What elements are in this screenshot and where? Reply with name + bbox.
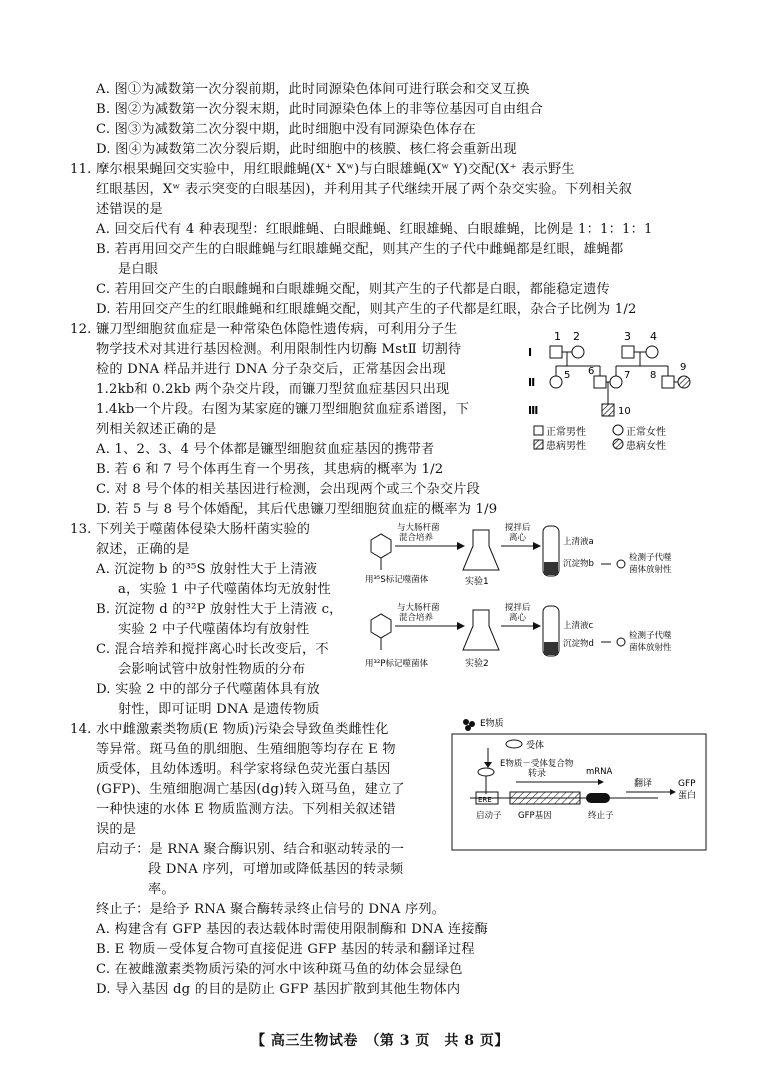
text-line: 质受体，且幼体透明。科学家将绿色荧光蛋白基因 <box>96 762 391 777</box>
text-line: 叙述，正确的是 <box>96 542 190 557</box>
svg-text:9: 9 <box>680 362 687 373</box>
legend-normal-male: 正常男性 <box>546 427 586 438</box>
text-line: 误的是 <box>96 822 137 837</box>
text-line: D. 图④为减数第二次分裂后期，此时细胞中的核膜、核仁将会重新出现 <box>96 142 517 157</box>
svg-text:10: 10 <box>618 406 631 417</box>
svg-text:搅拌后: 搅拌后 <box>505 523 531 533</box>
svg-text:1: 1 <box>554 330 561 343</box>
phage-experiment-diagram <box>365 520 695 680</box>
text-line: C. 若用回交产生的白眼雌蝇和白眼雄蝇交配，则其产生的子代都是白眼，都能稳定遗传 <box>96 282 610 297</box>
text-line: B. 沉淀物 d 的³²P 放射性大于上清液 c， <box>96 602 343 617</box>
text-line: A. 构建含有 GFP 基因的表达载体时需使用限制酶和 DNA 连接酶 <box>96 922 488 937</box>
svg-text:5: 5 <box>564 370 571 381</box>
svg-text:E物质－受体复合物: E物质－受体复合物 <box>500 759 574 769</box>
text-line: (GFP)、生殖细胞凋亡基因(dg)转入斑马鱼，建立了 <box>96 782 405 797</box>
gen-1-label: Ⅰ <box>528 346 533 359</box>
svg-text:离心: 离心 <box>509 533 527 543</box>
svg-text:受体: 受体 <box>526 741 545 751</box>
svg-text:上清液a: 上清液a <box>563 537 594 547</box>
text-line: 一种快速的水体 E 物质监测方法。下列相关叙述错 <box>96 802 396 817</box>
text-line: 1.4kb一个片段。右图为某家庭的镰刀型细胞贫血症系谱图，下 <box>96 402 470 417</box>
text-line: 段 DNA 序列，可增加或降低基因的转录频 <box>148 862 404 877</box>
svg-text:混合培养: 混合培养 <box>399 613 434 623</box>
text-line: A. 1、2、3、4 号个体都是镰型细胞贫血症基因的携带者 <box>96 442 435 457</box>
svg-text:E物质: E物质 <box>480 719 504 729</box>
text-line: D. 实验 2 中的部分子代噬菌体具有放 <box>96 682 320 697</box>
svg-text:实验1: 实验1 <box>465 577 489 587</box>
svg-text:6: 6 <box>588 366 595 377</box>
text-line: D. 导入基因 dg 的目的是防止 GFP 基因扩散到其他生物体内 <box>96 982 461 997</box>
text-line: 检的 DNA 样品并进行 DNA 分子杂交后，正常基因会出现 <box>96 362 446 377</box>
svg-text:沉淀物b: 沉淀物b <box>563 559 594 569</box>
svg-text:翻译: 翻译 <box>634 779 653 789</box>
text-line: 1.2kb和 0.2kb 两个杂交片段，而镰刀型贫血症基因只出现 <box>96 382 450 397</box>
text-line: B. E 物质－受体复合物可直接促进 GFP 基因的转录和翻译过程 <box>96 942 475 957</box>
svg-text:GFP: GFP <box>678 779 696 789</box>
text-line: B. 若再用回交产生的白眼雌蝇与红眼雄蝇交配，则其产生的子代中雌蝇都是红眼，雄蝇都 <box>96 242 624 257</box>
svg-text:菌体放射性: 菌体放射性 <box>629 643 672 653</box>
svg-text:用³²P标记噬菌体: 用³²P标记噬菌体 <box>365 659 428 669</box>
svg-text:2: 2 <box>573 330 580 343</box>
text-line: D. 若用回交产生的红眼雌蝇和红眼雄蝇交配，则其产生的子代都是红眼，杂合子比例为 1/2 <box>96 302 637 317</box>
text-line: C. 图③为减数第二次分裂中期，此时细胞中没有同源染色体存在 <box>96 122 477 137</box>
svg-text:7: 7 <box>624 370 631 381</box>
svg-text:搅拌后: 搅拌后 <box>505 603 531 613</box>
text-line: 会影响试管中放射性物质的分布 <box>118 662 306 677</box>
text-line: C. 混合培养和搅拌离心时长改变后，不 <box>96 642 329 657</box>
svg-text:混合培养: 混合培养 <box>399 533 434 543</box>
svg-text:与大肠杆菌: 与大肠杆菌 <box>397 523 440 533</box>
svg-text:终止子: 终止子 <box>588 811 614 821</box>
text-line: 14. 水中雌激素类物质(E 物质)污染会导致鱼类雌性化 <box>70 722 389 737</box>
svg-text:离心: 离心 <box>509 613 527 623</box>
svg-text:启动子: 启动子 <box>476 811 502 821</box>
svg-text:蛋白: 蛋白 <box>678 791 697 801</box>
pedigree-chart <box>528 326 693 454</box>
text-line: 射性，即可证明 DNA 是遗传物质 <box>118 702 320 717</box>
text-line: 12. 镰刀型细胞贫血症是一种常染色体隐性遗传病，可利用分子生 <box>70 322 458 337</box>
svg-text:实验2: 实验2 <box>465 659 489 669</box>
svg-text:用³⁵S标记噬菌体: 用³⁵S标记噬菌体 <box>365 575 429 585</box>
text-line: B. 图②为减数第一次分裂末期，此时同源染色体上的非等位基因可自由组合 <box>96 102 544 117</box>
svg-text:GFP基因: GFP基因 <box>518 811 552 821</box>
text-line: A. 沉淀物 b 的³⁵S 放射性大于上清液 <box>96 562 318 577</box>
text-line: B. 若 6 和 7 号个体再生育一个男孩，其患病的概率为 1/2 <box>96 462 444 477</box>
svg-text:沉淀物d: 沉淀物d <box>563 639 594 649</box>
text-line: 启动子：是 RNA 聚合酶识别、结合和驱动转录的一 <box>96 842 405 857</box>
legend-affected-female: 患病女性 <box>626 441 666 452</box>
svg-text:检测子代噬: 检测子代噬 <box>629 631 672 641</box>
svg-text:菌体放射性: 菌体放射性 <box>629 565 672 575</box>
text-line: 实验 2 中子代噬菌体均有放射性 <box>118 622 310 637</box>
svg-text:mRNA: mRNA <box>586 767 613 777</box>
svg-text:转录: 转录 <box>528 769 547 779</box>
gen-2-label: Ⅱ <box>528 376 536 389</box>
gen-3-label: Ⅲ <box>528 404 539 417</box>
text-line: 终止子：是给予 RNA 聚合酶转录终止信号的 DNA 序列。 <box>96 902 446 917</box>
page-footer: 【 高三生物试卷 （第 3 页 共 8 页】 <box>251 1033 509 1049</box>
text-line: 述错误的是 <box>96 202 163 217</box>
svg-text:4: 4 <box>650 330 657 343</box>
text-line: 13. 下列关于噬菌体侵染大肠杆菌实验的 <box>70 522 311 537</box>
text-line: 等异常。斑马鱼的肌细胞、生殖细胞等均存在 E 物 <box>96 742 396 757</box>
legend-affected-male: 患病男性 <box>546 441 586 452</box>
text-line: 红眼基因，Xʷ 表示突变的白眼基因)，并利用其子代继续开展了两个杂交实验。下列相关叙 <box>96 182 632 197</box>
svg-text:8: 8 <box>650 370 657 381</box>
svg-text:检测子代噬: 检测子代噬 <box>629 553 672 563</box>
svg-text:上清液c: 上清液c <box>563 621 594 631</box>
text-line: a，实验 1 中子代噬菌体均无放射性 <box>118 582 331 597</box>
text-line: A. 回交后代有 4 种表现型：红眼雌蝇、白眼雌蝇、红眼雄蝇、白眼雄蝇，比例是 1：1：1：1 <box>96 222 653 237</box>
text-line: C. 对 8 号个体的相关基因进行检测，会出现两个或三个杂交片段 <box>96 482 481 497</box>
text-line: A. 图①为减数第一次分裂前期，此时同源染色体间可进行联会和交叉互换 <box>96 82 530 97</box>
svg-text:ERE: ERE <box>478 796 492 804</box>
svg-text:与大肠杆菌: 与大肠杆菌 <box>397 603 440 613</box>
text-line: 物学技术对其进行基因检测。利用限制性内切酶 MstⅡ 切割待 <box>96 342 462 357</box>
text-line: 11. 摩尔根果蝇回交实验中，用红眼雌蝇(X⁺ Xʷ)与白眼雄蝇(Xʷ Y)交配(X⁺ 表示野生 <box>70 162 575 177</box>
gfp-gene-diagram <box>448 712 710 854</box>
legend-normal-female: 正常女性 <box>626 427 666 438</box>
text-line: D. 若 5 与 8 号个体婚配，其后代患镰刀型细胞贫血症的概率为 1/9 <box>96 502 498 517</box>
text-line: 率。 <box>148 882 175 897</box>
svg-text:3: 3 <box>624 330 631 343</box>
text-line: C. 在被雌激素类物质污染的河水中该种斑马鱼的幼体会显绿色 <box>96 962 463 977</box>
text-line: 是白眼 <box>118 262 159 277</box>
text-line: 列相关叙述正确的是 <box>96 422 217 437</box>
